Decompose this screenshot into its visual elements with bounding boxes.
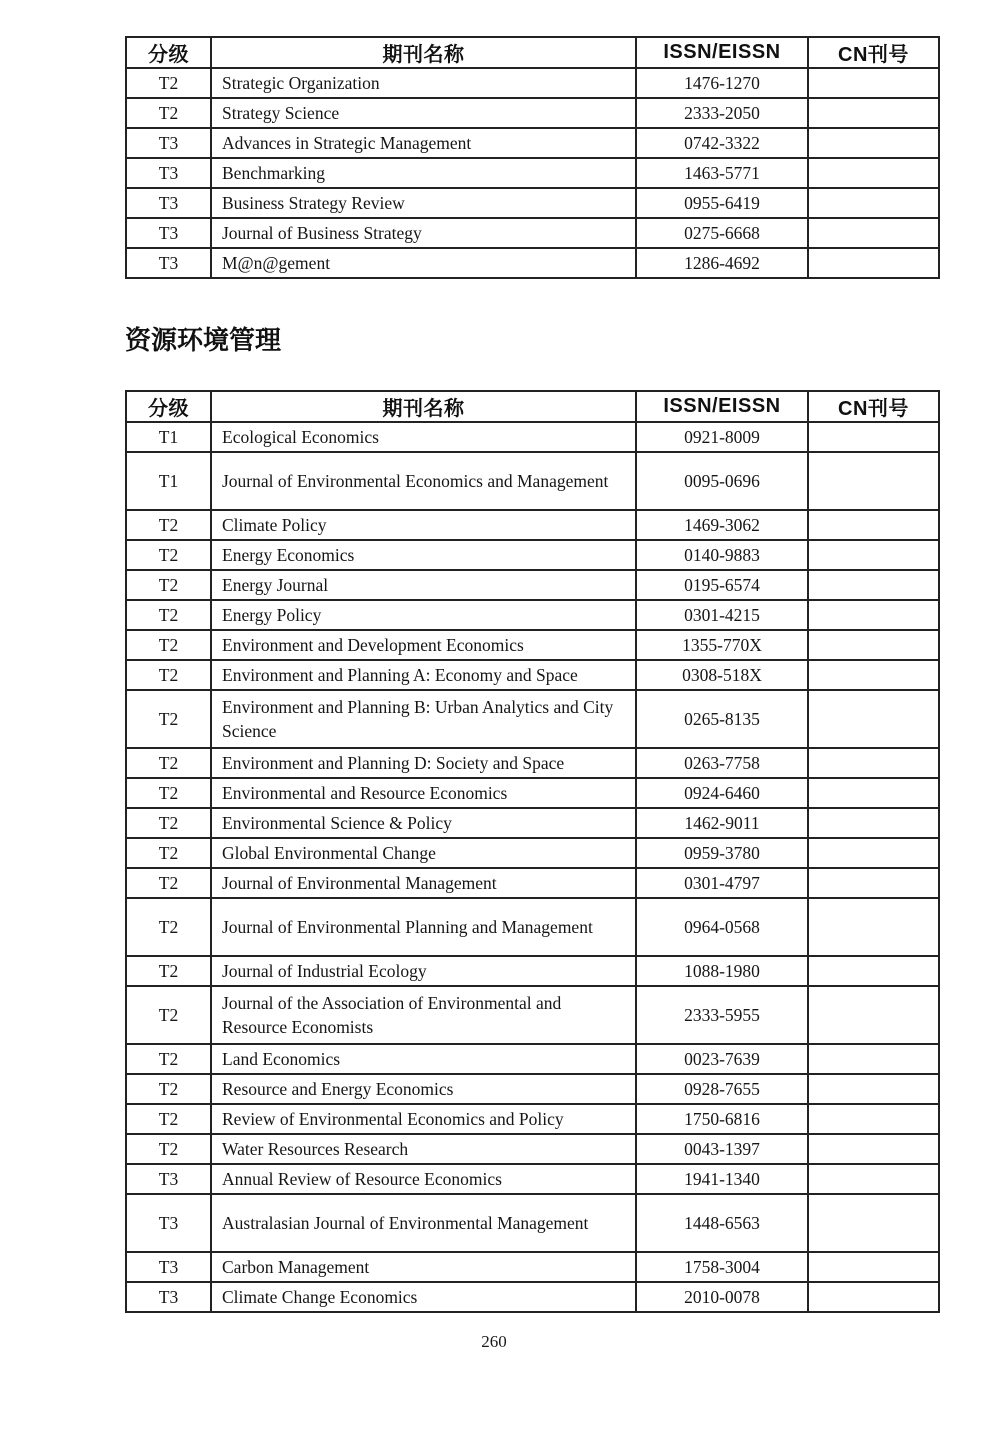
table-row [126, 1104, 939, 1134]
table-row [126, 248, 939, 278]
cell-cn [808, 128, 939, 158]
cell-tier: T2 [126, 600, 211, 630]
cell-cn [808, 1164, 939, 1194]
table-row [126, 1134, 939, 1164]
cell-tier: T2 [126, 778, 211, 808]
cell-cn [808, 158, 939, 188]
table-row [126, 422, 939, 452]
cell-issn: 0043-1397 [636, 1134, 808, 1164]
cell-journal-name: Journal of Environmental Economics and Management [211, 452, 636, 510]
cell-issn: 0955-6419 [636, 188, 808, 218]
cell-tier: T2 [126, 570, 211, 600]
cell-cn [808, 986, 939, 1044]
cell-cn [808, 808, 939, 838]
cell-journal-name: Environment and Planning D: Society and Space [211, 748, 636, 778]
cell-tier: T3 [126, 1194, 211, 1252]
cell-issn: 2010-0078 [636, 1282, 808, 1312]
cell-journal-name: Energy Policy [211, 600, 636, 630]
cell-cn [808, 630, 939, 660]
cell-tier: T3 [126, 218, 211, 248]
cell-issn: 1941-1340 [636, 1164, 808, 1194]
cell-issn: 1448-6563 [636, 1194, 808, 1252]
table-row [126, 898, 939, 956]
cell-journal-name: Energy Journal [211, 570, 636, 600]
cell-cn [808, 452, 939, 510]
cell-journal-name: Journal of Environmental Management [211, 868, 636, 898]
cell-cn [808, 1252, 939, 1282]
table-row [126, 660, 939, 690]
cell-issn: 0308-518X [636, 660, 808, 690]
cell-journal-name: Journal of Business Strategy [211, 218, 636, 248]
cell-tier: T1 [126, 422, 211, 452]
cell-cn [808, 570, 939, 600]
table-row [126, 748, 939, 778]
cell-cn [808, 218, 939, 248]
cell-cn [808, 898, 939, 956]
table-row [126, 510, 939, 540]
cell-tier: T3 [126, 1252, 211, 1282]
table-row [126, 986, 939, 1044]
cell-cn [808, 1282, 939, 1312]
cell-journal-name: Climate Policy [211, 510, 636, 540]
cell-cn [808, 838, 939, 868]
cell-issn: 0964-0568 [636, 898, 808, 956]
table-row [126, 630, 939, 660]
table-row [126, 600, 939, 630]
column-header-journal-name: 期刊名称 [211, 37, 636, 68]
cell-tier: T2 [126, 1134, 211, 1164]
cell-issn: 0921-8009 [636, 422, 808, 452]
table-row [126, 158, 939, 188]
cell-journal-name: Global Environmental Change [211, 838, 636, 868]
cell-issn: 1758-3004 [636, 1252, 808, 1282]
cell-issn: 0095-0696 [636, 452, 808, 510]
cell-issn: 0301-4215 [636, 600, 808, 630]
cell-issn: 1462-9011 [636, 808, 808, 838]
cell-journal-name: Environment and Planning B: Urban Analytics and City Science [211, 690, 636, 748]
cell-tier: T3 [126, 1282, 211, 1312]
cell-cn [808, 600, 939, 630]
column-header-issn: ISSN/EISSN [636, 37, 808, 68]
cell-issn: 0140-9883 [636, 540, 808, 570]
cell-issn: 1463-5771 [636, 158, 808, 188]
cell-cn [808, 1074, 939, 1104]
table-row [126, 540, 939, 570]
table-row [126, 1044, 939, 1074]
cell-journal-name: Annual Review of Resource Economics [211, 1164, 636, 1194]
cell-tier: T2 [126, 660, 211, 690]
cell-issn: 0959-3780 [636, 838, 808, 868]
journal-table-resource-environment [125, 390, 940, 1313]
cell-cn [808, 1134, 939, 1164]
cell-tier: T2 [126, 98, 211, 128]
cell-journal-name: Ecological Economics [211, 422, 636, 452]
table-row [126, 868, 939, 898]
cell-journal-name: Environmental Science & Policy [211, 808, 636, 838]
cell-tier: T2 [126, 540, 211, 570]
cell-issn: 2333-5955 [636, 986, 808, 1044]
cell-tier: T2 [126, 510, 211, 540]
table-header-row [126, 37, 939, 68]
table-row [126, 452, 939, 510]
cell-cn [808, 690, 939, 748]
table-row [126, 98, 939, 128]
section-heading: 资源环境管理 [125, 325, 282, 355]
table-row [126, 1164, 939, 1194]
cell-issn: 1476-1270 [636, 68, 808, 98]
cell-issn: 2333-2050 [636, 98, 808, 128]
cell-tier: T2 [126, 1104, 211, 1134]
cell-cn [808, 778, 939, 808]
table-row [126, 128, 939, 158]
cell-cn [808, 868, 939, 898]
table-header-row [126, 391, 939, 422]
table-row [126, 1074, 939, 1104]
cell-issn: 0195-6574 [636, 570, 808, 600]
column-header-tier: 分级 [126, 37, 211, 68]
column-header-cn: CN刊号 [808, 37, 939, 68]
cell-journal-name: Environment and Development Economics [211, 630, 636, 660]
cell-tier: T2 [126, 838, 211, 868]
cell-tier: T1 [126, 452, 211, 510]
table-row [126, 1194, 939, 1252]
cell-journal-name: Strategy Science [211, 98, 636, 128]
cell-issn: 0275-6668 [636, 218, 808, 248]
cell-cn [808, 188, 939, 218]
cell-journal-name: Benchmarking [211, 158, 636, 188]
cell-issn: 1750-6816 [636, 1104, 808, 1134]
cell-journal-name: Environment and Planning A: Economy and Space [211, 660, 636, 690]
cell-tier: T2 [126, 986, 211, 1044]
cell-tier: T3 [126, 1164, 211, 1194]
cell-cn [808, 422, 939, 452]
cell-issn: 0742-3322 [636, 128, 808, 158]
cell-journal-name: Journal of Environmental Planning and Management [211, 898, 636, 956]
cell-issn: 0265-8135 [636, 690, 808, 748]
cell-journal-name: Energy Economics [211, 540, 636, 570]
cell-journal-name: Review of Environmental Economics and Policy [211, 1104, 636, 1134]
journal-table-strategy-continued [125, 36, 940, 279]
cell-cn [808, 540, 939, 570]
cell-tier: T2 [126, 868, 211, 898]
cell-journal-name: M@n@gement [211, 248, 636, 278]
cell-journal-name: Journal of the Association of Environmental and Resource Economists [211, 986, 636, 1044]
cell-journal-name: Australasian Journal of Environmental Management [211, 1194, 636, 1252]
cell-cn [808, 510, 939, 540]
cell-tier: T3 [126, 188, 211, 218]
cell-journal-name: Climate Change Economics [211, 1282, 636, 1312]
cell-cn [808, 660, 939, 690]
cell-journal-name: Journal of Industrial Ecology [211, 956, 636, 986]
cell-cn [808, 248, 939, 278]
cell-cn [808, 68, 939, 98]
cell-issn: 0263-7758 [636, 748, 808, 778]
cell-issn: 1355-770X [636, 630, 808, 660]
cell-journal-name: Environmental and Resource Economics [211, 778, 636, 808]
cell-issn: 1286-4692 [636, 248, 808, 278]
table-row [126, 778, 939, 808]
cell-journal-name: Land Economics [211, 1044, 636, 1074]
table-row [126, 956, 939, 986]
cell-journal-name: Business Strategy Review [211, 188, 636, 218]
table-row [126, 838, 939, 868]
page-number: 260 [481, 1332, 507, 1351]
cell-issn: 1469-3062 [636, 510, 808, 540]
cell-tier: T2 [126, 690, 211, 748]
cell-journal-name: Water Resources Research [211, 1134, 636, 1164]
cell-tier: T3 [126, 128, 211, 158]
cell-cn [808, 748, 939, 778]
cell-cn [808, 1044, 939, 1074]
cell-issn: 0928-7655 [636, 1074, 808, 1104]
cell-issn: 0924-6460 [636, 778, 808, 808]
table-row [126, 68, 939, 98]
cell-tier: T2 [126, 68, 211, 98]
column-header-journal-name: 期刊名称 [211, 391, 636, 422]
column-header-issn: ISSN/EISSN [636, 391, 808, 422]
cell-issn: 0301-4797 [636, 868, 808, 898]
column-header-cn: CN刊号 [808, 391, 939, 422]
table-row [126, 1252, 939, 1282]
cell-journal-name: Strategic Organization [211, 68, 636, 98]
cell-tier: T2 [126, 956, 211, 986]
cell-tier: T2 [126, 808, 211, 838]
cell-tier: T2 [126, 748, 211, 778]
cell-journal-name: Advances in Strategic Management [211, 128, 636, 158]
cell-tier: T3 [126, 248, 211, 278]
cell-journal-name: Resource and Energy Economics [211, 1074, 636, 1104]
cell-tier: T2 [126, 1074, 211, 1104]
cell-tier: T2 [126, 630, 211, 660]
table-row [126, 218, 939, 248]
page-content [125, 0, 938, 1313]
cell-cn [808, 956, 939, 986]
column-header-tier: 分级 [126, 391, 211, 422]
table-row [126, 188, 939, 218]
table-row [126, 808, 939, 838]
cell-tier: T3 [126, 158, 211, 188]
cell-tier: T2 [126, 1044, 211, 1074]
cell-tier: T2 [126, 898, 211, 956]
cell-cn [808, 1104, 939, 1134]
cell-cn [808, 98, 939, 128]
cell-issn: 0023-7639 [636, 1044, 808, 1074]
table-row [126, 1282, 939, 1312]
cell-cn [808, 1194, 939, 1252]
cell-issn: 1088-1980 [636, 956, 808, 986]
table-row [126, 570, 939, 600]
cell-journal-name: Carbon Management [211, 1252, 636, 1282]
table-row [126, 690, 939, 748]
